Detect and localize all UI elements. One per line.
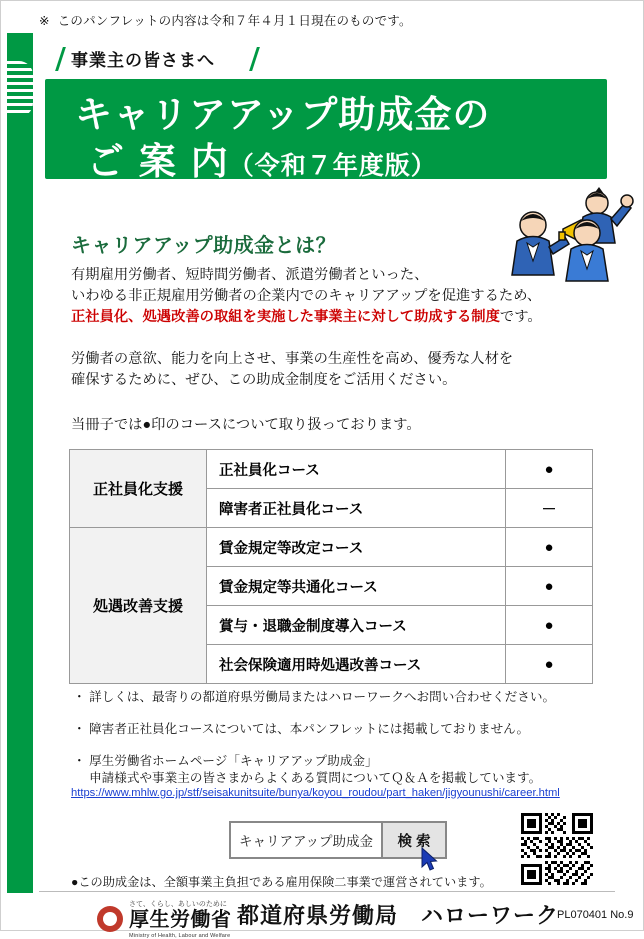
group-label-seishainka: 正社員化支援 <box>70 450 207 528</box>
ministry-name: 厚生労働省 <box>129 909 232 931</box>
ministry-tagline: さて、くらし、あしいのために <box>129 901 227 908</box>
qr-code <box>521 813 593 885</box>
search-button[interactable]: 検 索 <box>381 823 445 857</box>
course-mark: ● <box>506 606 593 645</box>
bottom-note: ●この助成金は、全額事業主負担である雇用保険二事業で運営されています。 <box>71 875 492 889</box>
ministry-name-en: Ministry of Health, Labour and Welfare <box>129 933 231 939</box>
title-line-2-main: ご 案 内 <box>87 140 229 183</box>
search-keyword: キャリアアップ助成金 <box>238 834 374 849</box>
ribbon-banner <box>45 45 605 75</box>
section-heading: キャリアアップ助成金とは？ <box>71 235 337 257</box>
title-line-2 <box>87 131 437 185</box>
paragraph-1-line-1: 有期雇用労働者、短時間労働者、派遣労働者といった、 <box>71 267 429 283</box>
note-3-line-2: 申請様式や事業主の皆さまからよくある質問についてＱ＆Ａを掲載しています。 <box>73 771 542 785</box>
paragraph-1 <box>71 265 611 328</box>
title-block <box>45 79 607 183</box>
course-mark: ● <box>506 567 593 606</box>
paragraph-1-emphasis: 正社員化、処遇改善の取組を実施した事業主に対して助成する制度 <box>71 309 500 325</box>
table-row <box>70 450 593 489</box>
footer-organizations: 都道府県労働局 ハローワーク <box>237 903 560 928</box>
title-line-1: キャリアアップ助成金の <box>75 93 491 136</box>
note-3-line-1: ・ 厚生労働省ホームページ「キャリアアップ助成金」 <box>73 754 378 768</box>
course-mark: ● <box>506 450 593 489</box>
paragraph-1-line-2: いわゆる非正規雇用労働者の企業内でのキャリアアップを促進するため、 <box>71 288 542 304</box>
footer-document-code: PL070401 No.9 <box>557 909 634 921</box>
footer-divider <box>39 891 615 892</box>
paragraph-2-line-1: 労働者の意欲、能力を向上させ、事業の生産性を高め、優秀な人材を <box>71 351 514 367</box>
top-note-text: このパンフレットの内容は令和７年４月１日現在のものです。 <box>57 14 412 28</box>
ribbon-slash-right <box>249 47 260 71</box>
course-name: 障害者正社員化コース <box>207 489 506 528</box>
course-name: 賃金規定等改定コース <box>207 528 506 567</box>
paragraph-2-line-2: 確保するために、ぜひ、この助成金制度をご活用ください。 <box>71 372 457 388</box>
course-name: 賞与・退職金制度導入コース <box>207 606 506 645</box>
ribbon-label: 事業主の皆さまへ <box>71 51 215 70</box>
left-bar-stripe-decoration <box>7 61 33 117</box>
ministry-emblem-icon <box>97 906 123 932</box>
top-note-mark: ※ <box>39 14 50 28</box>
ribbon-slash-left <box>55 47 66 71</box>
title-line-2-sub: （令和７年度版） <box>228 151 437 180</box>
note-1: ・ 詳しくは、最寄りの都道府県労働局またはハローワークへお問い合わせください。 <box>73 690 556 704</box>
course-mark: － <box>506 489 593 528</box>
mhlw-url-link[interactable]: https://www.mhlw.go.jp/stf/seisakunitsuite/bunya/koyou_roudou/part_haken/jigyounushi/career.html <box>71 787 560 799</box>
top-note <box>39 11 619 29</box>
ministry-name-block <box>129 899 232 939</box>
paragraph-3: 当冊子では●印のコースについて取り扱っております。 <box>71 417 421 433</box>
course-name: 正社員化コース <box>207 450 506 489</box>
note-2: ・ 障害者正社員化コースについては、本パンフレットには掲載しておりません。 <box>73 722 530 736</box>
paragraph-2 <box>71 349 611 391</box>
course-name: 社会保険適用時処遇改善コース <box>207 645 506 684</box>
search-box[interactable] <box>229 821 447 859</box>
paragraph-1-line-3 <box>71 307 611 328</box>
table-row <box>70 528 593 567</box>
course-name: 賃金規定等共通化コース <box>207 567 506 606</box>
course-mark: ● <box>506 645 593 684</box>
group-label-shoguukaizen: 処遇改善支援 <box>70 528 207 684</box>
paragraph-1-tail: です。 <box>499 309 542 325</box>
note-3 <box>73 753 541 787</box>
left-green-bar-cap <box>7 33 33 59</box>
left-green-bar <box>7 33 33 893</box>
course-table <box>69 449 593 684</box>
course-mark: ● <box>506 528 593 567</box>
ministry-logo <box>97 899 232 939</box>
